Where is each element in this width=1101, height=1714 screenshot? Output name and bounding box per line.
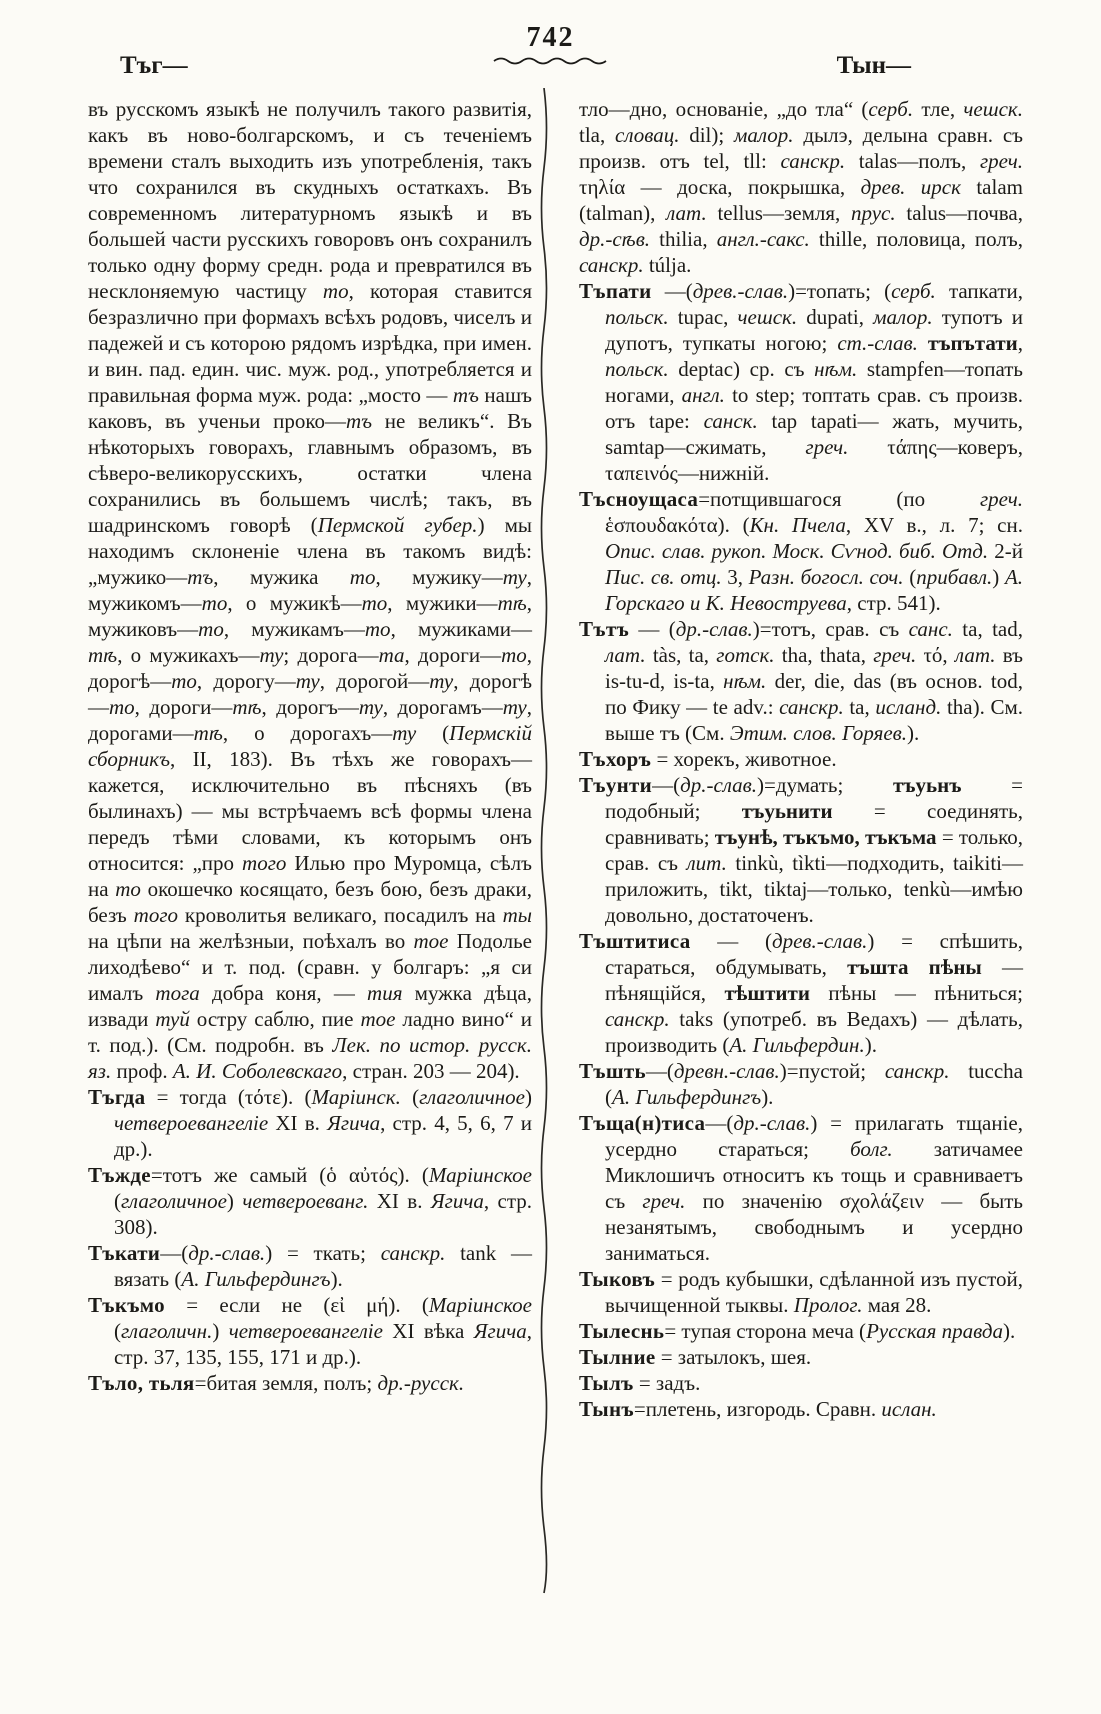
- dictionary-entry: Тынъ=плетень, изгородь. Сравн. ислан.: [579, 1397, 937, 1421]
- dictionary-entry: Тъкати—(др.-слав.) = ткать; санскр. tank —вязать (А. Гильфердингъ).: [88, 1241, 533, 1291]
- dictionary-entry: Тъунти—(др.-слав.)=думать; тъуьнъ = подобный; тъуьнити = соединять, сравнивать; тъунѣ, тъкъмо, тъкъма = только, срав. съ лит. tinkù, tìkti—подходить, taikiti—приложить, tikt, tiktaj—только, tenkù—имѣю довольно, достаточенъ.: [579, 773, 1023, 927]
- italic-citation: древ.-слав.: [692, 279, 789, 303]
- running-head-left: Тъг—: [120, 52, 188, 79]
- italic-citation: греч.: [642, 1189, 686, 1213]
- entry-headword: Тъща(н)тиса: [579, 1111, 706, 1135]
- italic-citation: санскр.: [579, 253, 644, 277]
- entry-headword: Тъшть: [579, 1059, 646, 1083]
- entry-headword: Тынъ: [579, 1397, 634, 1421]
- entry-headword: Тъкати: [88, 1241, 161, 1265]
- italic-citation: чешск.: [963, 97, 1023, 121]
- italic-citation: тѣ: [88, 643, 118, 667]
- dictionary-entry: Тъло, тьля=битая земля, полъ; др.-русск.: [88, 1371, 465, 1395]
- italic-citation: санскр.: [605, 1007, 670, 1031]
- italic-citation: А. Гильфердин.: [729, 1033, 865, 1057]
- italic-citation: др.-слав.: [680, 773, 758, 797]
- dictionary-entry: Тътъ — (др.-слав.)=тотъ, срав. съ санс. ta, tad, лат. tàs, ta, готск. tha, thata, греч. τό, лат. въ is-tu-d, is-ta, нѣм. der, die, das (въ основ. tod, по Фику — te adv.: санскр. ta, исланд. tha). См. выше тъ (См. Этим. слов. Горяев.).: [579, 617, 1024, 745]
- italic-citation: тъ: [187, 565, 214, 589]
- entry-headword: Тътъ: [579, 617, 630, 641]
- italic-citation: Этим. слов. Горяев.: [729, 721, 908, 745]
- italic-citation: санскр.: [779, 695, 844, 719]
- entry-headword: Тыковъ: [579, 1267, 656, 1291]
- italic-citation: то: [109, 695, 135, 719]
- italic-citation: Маріинское: [428, 1293, 532, 1317]
- italic-citation: нѣм.: [814, 357, 858, 381]
- italic-citation: ту: [259, 643, 284, 667]
- italic-citation: санскр.: [884, 1059, 950, 1083]
- italic-citation: ту: [392, 721, 417, 745]
- italic-citation: глаголичное: [121, 1189, 227, 1213]
- italic-citation: то: [198, 617, 224, 641]
- dictionary-entry: Тъкъмо = если не (εἰ μή). (Маріинское (глаголичн.) четвероевангеліе XI вѣка Ягича, стр. 37, 135, 155, 171 и др.).: [88, 1293, 532, 1369]
- italic-citation: ту: [295, 669, 320, 693]
- italic-citation: Пермскій сборникъ: [88, 721, 532, 771]
- dictionary-entry: Тъхоръ = хорекъ, животное.: [579, 747, 837, 771]
- running-heads: [0, 52, 1101, 80]
- italic-citation: глаголичн.: [121, 1319, 213, 1343]
- entry-headword: Тъсноущаса: [579, 487, 699, 511]
- italic-citation: ислан.: [881, 1397, 937, 1421]
- entry-headword: Тъхоръ: [579, 747, 652, 771]
- italic-citation: четвероевангеліе: [228, 1319, 383, 1343]
- italic-citation: лат.: [666, 201, 707, 225]
- italic-citation: то: [501, 643, 527, 667]
- italic-citation: Кн. Пчела: [749, 513, 846, 537]
- italic-citation: исланд.: [875, 695, 942, 719]
- italic-citation: др.-слав.: [733, 1111, 811, 1135]
- italic-citation: ту: [502, 695, 527, 719]
- italic-citation: Пис. св. отц.: [605, 565, 722, 589]
- italic-citation: др.-русск.: [377, 1371, 465, 1395]
- italic-citation: та: [378, 643, 405, 667]
- italic-citation: тое: [413, 929, 449, 953]
- italic-citation: то: [171, 669, 197, 693]
- dictionary-entry: Тъгда = тогда (τότε). (Маріинск. (глаголичное) четвероевангеліе XI в. Ягича, стр. 4, 5, 6, 7 и др.).: [88, 1085, 532, 1161]
- italic-citation: лит.: [686, 851, 727, 875]
- italic-citation: А. Гильфердингъ: [181, 1267, 331, 1291]
- italic-citation: польск.: [605, 305, 669, 329]
- italic-citation: то: [201, 591, 228, 615]
- entry-headword: Тъжде: [88, 1163, 151, 1187]
- italic-citation: ту: [429, 669, 454, 693]
- slavonic-word: тъуьнъ: [892, 773, 962, 797]
- italic-citation: ту: [358, 695, 383, 719]
- italic-citation: малор.: [733, 123, 794, 147]
- dictionary-entry: Тылние = затылокъ, шея.: [579, 1345, 812, 1369]
- italic-citation: то: [361, 591, 388, 615]
- italic-citation: ст.-слав.: [837, 331, 918, 355]
- continuation-paragraph: въ русскомъ языкѣ не получилъ такого развитія, какъ въ ново-болгарскомъ, и съ теченіемъ времени сталъ выходить изъ употребленія, такъ что сохранился въ скудныхъ остаткахъ. Въ современномъ литературномъ языкѣ и въ большей части русскихъ говоровъ онъ сохранилъ только одну форму средн. рода и превратился въ несклоняемую частицу то, которая ставится безразлично при формахъ всѣхъ родовъ, чиселъ и падежей и съ которою рядомъ изрѣдка, при имен. и вин. пад. един. чис. муж. род., употребляется и правильная форма муж. рода: „мосто — тъ нашъ каковъ, въ ученьи проко—тъ не великъ“. Въ нѣкоторыхъ говорахъ, главнымъ образомъ, въ сѣверо-великорусскихъ, остатки члена сохранились въ большемъ числѣ; такъ, въ шадринскомъ говорѣ (Пермской губер.) мы находимъ склоненіе члена въ такомъ видѣ: „мужико—тъ, мужика то, мужику—ту, мужикомъ—то, о мужикѣ—то, мужики—тѣ, мужиковъ—то, мужикамъ—то, мужиками—тѣ, о мужикахъ—ту; дорога—та, дороги—то, дорогѣ—то, дорогу—ту, дорогой—ту, дорогѣ—то, дороги—тѣ, дорогъ—ту, дорогамъ—ту, дорогами—тѣ, о дорогахъ—ту (Пермскій сборникъ, II, 183). Въ тѣхъ же говорахъ—кажется, исключительно въ пѣсняхъ (въ былинахъ) — мы встрѣчаемъ всѣ формы члена передъ тѣми словами, къ которымъ онъ относится: „про того Илью про Муромца, сѣлъ на то окошечко косящато, безъ бою, безъ драки, безъ того кроволитья великаго, посадилъ на ты на цѣпи на желѣзныи, поѣхалъ во тое Подолье лиходѣево“ и т. под. (сравн. у болгаръ: „я си ималъ тога добра коня, — тия мужка дѣца, извади туй остру саблю, пие тое ладно вино“ и т. под.). (См. подробн. въ Лек. по истор. русск. яз. проф. А. И. Соболевскаго, стран. 203 — 204).: [88, 97, 533, 1083]
- dictionary-entry: Тъпати —(древ.-слав.)=топать; (серб. тапкати, польск. tupac, чешск. dupati, малор. тупотъ и дупотъ, тупкаты ногою; ст.-слав. тъпътати, польск. deptac) ср. съ нѣм. stampfen—топать ногами, англ. to step; топтать срав. съ произв. отъ tape: санск. tap tapati— жать, мучить, samtap—сжимать, греч. τάπης—коверъ, ταπεινός—нижній.: [579, 279, 1024, 485]
- italic-citation: четвероеванг.: [242, 1189, 369, 1213]
- italic-citation: Ягича: [430, 1189, 484, 1213]
- entry-headword: Тъунти: [579, 773, 653, 797]
- italic-citation: А. И. Соболевскаго: [172, 1059, 343, 1083]
- italic-citation: серб.: [868, 97, 914, 121]
- italic-citation: Маріинское: [428, 1163, 532, 1187]
- italic-citation: лат.: [605, 643, 646, 667]
- italic-citation: серб.: [891, 279, 936, 303]
- italic-citation: прус.: [851, 201, 896, 225]
- italic-citation: Ягича: [473, 1319, 527, 1343]
- italic-citation: тъ: [452, 383, 479, 407]
- italic-citation: Маріинск.: [311, 1085, 401, 1109]
- dictionary-entry: Тыковъ = родъ кубышки, сдѣланной изъ пустой, вычищенной тыквы. Пролог. мая 28.: [579, 1267, 1023, 1317]
- right-column: [579, 96, 1023, 1422]
- italic-citation: то: [364, 617, 391, 641]
- entry-headword: Тъгда: [88, 1085, 146, 1109]
- italic-citation: др.-слав.: [188, 1241, 266, 1265]
- entry-headword: Тъштитиса: [579, 929, 691, 953]
- italic-citation: Пролог.: [793, 1293, 863, 1317]
- slavonic-word: тъшта пѣны: [847, 955, 982, 979]
- italic-citation: тия: [367, 981, 403, 1005]
- entry-headword: Тъло, тьля: [88, 1371, 195, 1395]
- italic-citation: лат.: [954, 643, 996, 667]
- entry-headword: Тъпати: [579, 279, 652, 303]
- slavonic-word: тъуьнити: [741, 799, 833, 823]
- italic-citation: глаголичное: [419, 1085, 525, 1109]
- italic-citation: древн.-слав.: [673, 1059, 780, 1083]
- italic-citation: англ.: [681, 383, 725, 407]
- italic-citation: санск.: [703, 409, 758, 433]
- dictionary-entry: Тъща(н)тиса—(др.-слав.) = прилагать тщаніе, усердно стараться; болг. затичамее Миклошичъ относитъ къ тощь и сравниваетъ съ греч. по значенію σχολάζειν — быть незанятымъ, свободнымъ и усердно заниматься.: [579, 1111, 1023, 1265]
- italic-citation: Ягича: [327, 1111, 381, 1135]
- dictionary-entry: Тъжде=тотъ же самый (ὁ αὐτός). (Маріинское (глаголичное) четвероеванг. XI в. Ягича, стр. 308).: [88, 1163, 532, 1239]
- italic-citation: греч.: [805, 435, 849, 459]
- italic-citation: тѣ: [497, 591, 527, 615]
- italic-citation: тѣ: [232, 695, 262, 719]
- dictionary-entry: Тъсноущаса=потщившагося (по греч. ἑσπουδακότα). (Кн. Пчела, XV в., л. 7; сн. Опис. слав. рукоп. Моск. Сѵнод. биб. Отд. 2-й Пис. св. отц. 3, Разн. богосл. соч. (прибавл.) А. Горскаго и К. Невоструева, стр. 541).: [579, 487, 1024, 615]
- italic-citation: греч.: [873, 643, 917, 667]
- italic-citation: древ. ирск: [860, 175, 961, 199]
- italic-citation: Разн. богосл. соч.: [748, 565, 904, 589]
- dictionary-entry: Тылъ = задъ.: [579, 1371, 701, 1395]
- italic-citation: англ.-сакс.: [716, 227, 810, 251]
- italic-citation: тъ: [345, 409, 373, 433]
- dictionary-entry: Тъшть—(древн.-слав.)=пустой; санскр. tuccha (А. Гильфердингъ).: [579, 1059, 1023, 1109]
- entry-headword: Тылние: [579, 1345, 656, 1369]
- entry-headword: Тылеснь: [579, 1319, 665, 1343]
- italic-citation: четвероевангеліе: [114, 1111, 269, 1135]
- italic-citation: А. Гильфердингъ: [612, 1085, 762, 1109]
- italic-citation: древ.-слав.: [771, 929, 868, 953]
- italic-citation: словац.: [615, 123, 680, 147]
- italic-citation: того: [133, 903, 179, 927]
- italic-citation: санскр.: [780, 149, 846, 173]
- slavonic-word: тѣштити: [724, 981, 810, 1005]
- italic-citation: Отд.: [941, 539, 989, 563]
- italic-citation: туй: [155, 1007, 190, 1031]
- italic-citation: др.-слав.: [675, 617, 753, 641]
- italic-citation: тѣ: [193, 721, 223, 745]
- text-columns: [0, 96, 1101, 1422]
- italic-citation: готск.: [716, 643, 775, 667]
- italic-citation: тое: [360, 1007, 396, 1031]
- page-number: 742: [526, 22, 575, 53]
- italic-citation: Пермской губер.: [317, 513, 478, 537]
- dictionary-entry: Тылеснь= тупая сторона меча (Русская правда).: [579, 1319, 1016, 1343]
- italic-citation: санскр.: [380, 1241, 446, 1265]
- entry-headword: Тъкъмо: [88, 1293, 165, 1317]
- italic-citation: то: [349, 565, 376, 589]
- italic-citation: прибавл.: [916, 565, 993, 589]
- italic-citation: чешск.: [737, 305, 798, 329]
- italic-citation: польск.: [605, 357, 669, 381]
- italic-citation: Русская правда: [866, 1319, 1004, 1343]
- italic-citation: болг.: [850, 1137, 893, 1161]
- italic-citation: тога: [155, 981, 200, 1005]
- italic-citation: малор.: [873, 305, 933, 329]
- continuation-paragraph: тло—дно, основаніе, „до тла“ (серб. тле, чешск. tla, словац. dil); малор. дылэ, делына сравн. съ произв. отъ tel, tll: санскр. talas—полъ, греч. τηλία — доска, покрышка, древ. ирск talam (talman), лат. tellus—земля, прус. talus—почва, др.-сѣв. thilia, англ.-сакс. thille, половица, полъ, санскр. túlja.: [579, 97, 1023, 277]
- slavonic-word: тъпътати: [927, 331, 1018, 355]
- running-head-right: Тын—: [836, 52, 911, 79]
- italic-citation: Опис. слав. рукоп. Моск. Сѵнод. биб.: [605, 539, 936, 563]
- italic-citation: то: [322, 279, 349, 303]
- italic-citation: Лек. по истор. русск. яз.: [88, 1033, 532, 1083]
- dictionary-entry: Тъштитиса — (древ.-слав.) = спѣшить, стараться, обдумывать, тъшта пѣны — пѣнящійся, тѣштити пѣны — пѣниться; санскр. taks (употреб. въ Ведахъ) — дѣлать, производить (А. Гильфердин.).: [579, 929, 1023, 1057]
- italic-citation: греч.: [979, 487, 1023, 511]
- left-column: [88, 96, 532, 1422]
- italic-citation: ты: [502, 903, 533, 927]
- italic-citation: того: [242, 851, 287, 875]
- italic-citation: санс.: [908, 617, 953, 641]
- italic-citation: др.-сѣв.: [579, 227, 651, 251]
- entry-headword: Тылъ: [579, 1371, 634, 1395]
- slavonic-word: тъунѣ, тъкъмо, тъкъма: [714, 825, 937, 849]
- italic-citation: нѣм.: [723, 669, 767, 693]
- italic-citation: то: [115, 877, 141, 901]
- italic-citation: ту: [502, 565, 527, 589]
- italic-citation: А. Горскаго и К. Невоструева: [605, 565, 1024, 615]
- italic-citation: греч.: [979, 149, 1023, 173]
